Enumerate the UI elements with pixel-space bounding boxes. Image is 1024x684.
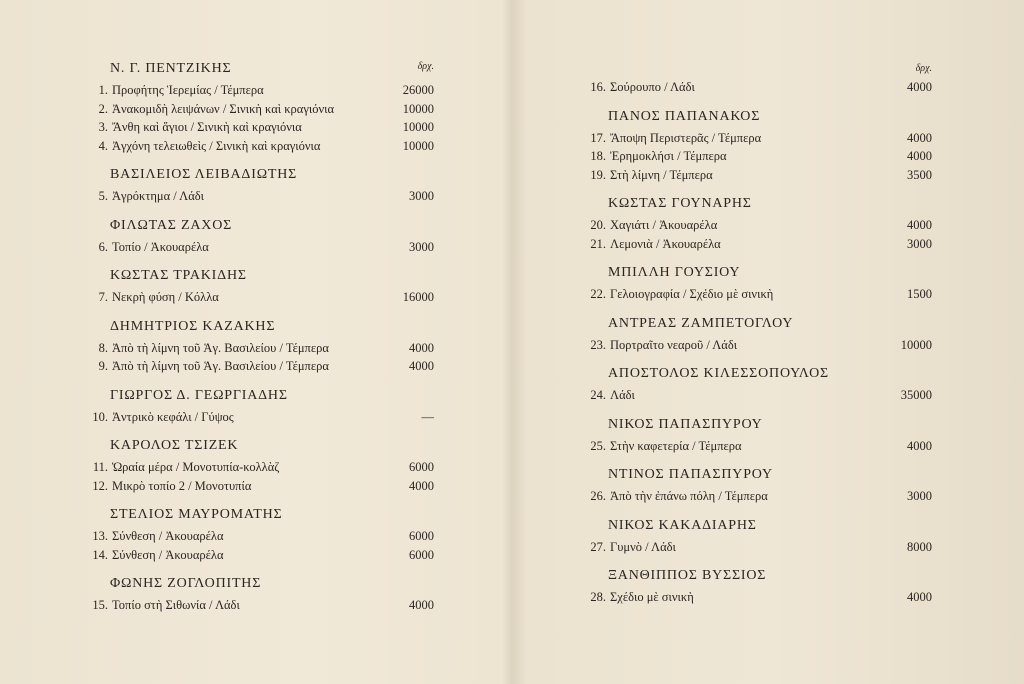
item-number: 15. (92, 598, 108, 612)
item-number: 22. (590, 287, 606, 301)
artwork-row (578, 235, 932, 254)
item-number: 6. (98, 239, 108, 254)
item-number: 16. (590, 80, 606, 94)
artwork-row (578, 336, 932, 355)
artwork-row (80, 458, 434, 477)
artwork-price: 8000 (907, 539, 932, 554)
artwork-row (80, 546, 434, 565)
artwork-title: Σχέδιο μὲ σινικὴ (610, 590, 694, 604)
artwork-price: 6000 (409, 547, 434, 562)
item-number: 11. (92, 460, 108, 474)
artwork-list (578, 59, 932, 607)
artwork-title: Στὴ λίμνη / Τέμπερα (610, 167, 713, 182)
artist-heading: ΣΤΕΛΙΟΣ ΜΑΥΡΟΜΑΤΗΣ (110, 507, 283, 522)
item-number: 17. (590, 130, 606, 145)
artwork-title: Λεμονιὰ / Ἀκουαρέλα (610, 236, 721, 251)
artwork-price: 26000 (402, 83, 434, 97)
item-number: 12. (92, 478, 108, 493)
item-number: 13. (92, 529, 108, 543)
artist-heading: ΚΩΣΤΑΣ ΓΟΥΝΑΡΗΣ (608, 196, 752, 211)
artwork-title: Ἀπὸ τὴν ἐπάνω πόλη / Τέμπερα (610, 489, 768, 503)
artist-heading: Ν. Γ. ΠΕΝΤΖΙΚΗΣ (110, 61, 232, 76)
artist-heading: ΜΠΙΛΛΗ ΓΟΥΣΙΟΥ (608, 265, 741, 280)
artist-heading: ΚΩΣΤΑΣ ΤΡΑΚΙΔΗΣ (110, 268, 247, 283)
artwork-row (80, 357, 434, 376)
artist-heading: ΚΑΡΟΛΟΣ ΤΣΙΖΕΚ (110, 438, 239, 453)
artwork-price: 1500 (907, 287, 932, 301)
artwork-row (578, 588, 932, 607)
artist-heading: ΦΩΝΗΣ ΖΟΓΛΟΠΙΤΗΣ (110, 576, 262, 591)
artwork-title: Ἀπὸ τὴ λίμνη τοῦ Ἁγ. Βασιλείου / Τέμπερα (112, 340, 329, 355)
artwork-price: 10000 (402, 101, 434, 116)
artwork-price: 10000 (402, 138, 434, 153)
item-number: 20. (590, 218, 606, 232)
artwork-price: 4000 (409, 598, 434, 612)
artwork-title: Ἀνακομιδὴ λειψάνων / Σινικὴ καὶ κραγιόνια (112, 101, 335, 116)
artwork-title: Ἄποψη Περιστερᾶς / Τέμπερα (610, 130, 762, 145)
artwork-price: 35000 (900, 388, 932, 402)
item-number: 4. (98, 138, 108, 153)
item-number: 28. (590, 590, 606, 604)
artwork-title: Προφήτης Ἱερεμίας / Τέμπερα (112, 83, 264, 97)
artwork-row (578, 437, 932, 456)
artwork-row (578, 147, 932, 166)
artwork-price: — (421, 409, 434, 424)
artwork-row (80, 238, 434, 257)
artwork-row (80, 100, 434, 119)
left-page-catalogue (80, 57, 434, 615)
item-number: 7. (98, 290, 108, 304)
item-number: 24. (590, 388, 606, 402)
item-number: 9. (98, 359, 108, 373)
artwork-row (578, 78, 932, 97)
item-number: 27. (590, 539, 606, 554)
artwork-row (80, 187, 434, 206)
artwork-price: 6000 (409, 460, 434, 474)
artwork-title: Γυμνὸ / Λάδι (610, 539, 676, 554)
item-number: 26. (590, 489, 606, 503)
artist-heading: ΑΠΟΣΤΟΛΟΣ ΚΙΛΕΣΣΟΠΟΥΛΟΣ (608, 366, 830, 381)
artwork-row (578, 166, 932, 185)
artwork-row (80, 339, 434, 358)
artist-heading: ΝΤΙΝΟΣ ΠΑΠΑΣΠΥΡΟΥ (608, 467, 773, 482)
artwork-title: Ἀπὸ τὴ λίμνη τοῦ Ἁγ. Βασιλείου / Τέμπερα (112, 359, 329, 373)
artwork-title: Ὡραία μέρα / Μονοτυπία-κολλὰζ (112, 460, 280, 474)
currency-unit-label: δρχ. (915, 63, 932, 74)
item-number: 14. (92, 547, 108, 562)
artwork-title: Λάδι (610, 388, 635, 402)
artwork-row (80, 527, 434, 546)
item-number: 25. (590, 438, 606, 453)
artwork-title: Γελοιογραφία / Σχέδιο μὲ σινικὴ (610, 287, 774, 301)
artwork-title: Στὴν καφετερία / Τέμπερα (610, 438, 742, 453)
artist-heading: ΓΙΩΡΓΟΣ Δ. ΓΕΩΡΓΙΑΔΗΣ (110, 387, 288, 403)
item-number: 19. (590, 167, 606, 182)
artist-heading: ΠΑΝΟΣ ΠΑΠΑΝΑΚΟΣ (608, 108, 761, 124)
spacer (578, 59, 932, 78)
artwork-price: 3000 (907, 489, 932, 503)
artwork-title: Πορτραῖτο νεαροῦ / Λάδι (610, 337, 738, 352)
artwork-price: 4000 (409, 359, 434, 373)
artwork-price: 3500 (907, 167, 932, 182)
item-number: 18. (590, 149, 606, 163)
artwork-price: 4000 (907, 130, 932, 145)
artist-heading: ΝΙΚΟΣ ΠΑΠΑΣΠΥΡΟΥ (608, 416, 763, 432)
right-page-catalogue (578, 59, 932, 607)
artist-heading: ΔΗΜΗΤΡΙΟΣ ΚΑΖΑΚΗΣ (110, 318, 276, 334)
artwork-title: Σύνθεση / Ἀκουαρέλα (112, 529, 224, 543)
artwork-price: 4000 (409, 478, 434, 493)
artwork-row (578, 386, 932, 405)
artist-heading: ΝΙΚΟΣ ΚΑΚΑΔΙΑΡΗΣ (608, 517, 757, 533)
artwork-title: Μικρὸ τοπίο 2 / Μονοτυπία (112, 478, 252, 493)
artwork-title: Σούρουπο / Λάδι (610, 80, 695, 94)
artwork-title: Ἄνθη καὶ ἅγιοι / Σινικὴ καὶ κραγιόνια (112, 120, 302, 134)
artwork-title: Ἐρημοκλήσι / Τέμπερα (610, 149, 727, 163)
artist-heading: ΑΝΤΡΕΑΣ ΖΑΜΠΕΤΟΓΛΟΥ (608, 315, 794, 331)
artwork-price: 3000 (409, 189, 434, 203)
artwork-title: Τοπίο στὴ Σιθωνία / Λάδι (112, 598, 240, 612)
artwork-price: 16000 (402, 290, 434, 304)
artwork-list (80, 57, 434, 615)
artwork-price: 4000 (409, 340, 434, 355)
artwork-row (80, 596, 434, 615)
artwork-price: 10000 (900, 337, 932, 352)
artwork-row (80, 288, 434, 307)
artwork-row (578, 216, 932, 235)
item-number: 10. (92, 409, 108, 424)
artwork-row (578, 487, 932, 506)
artist-heading: ΞΑΝΘΙΠΠΟΣ ΒΥΣΣΙΟΣ (608, 568, 767, 583)
artwork-row (80, 137, 434, 156)
item-number: 21. (590, 236, 606, 251)
item-number: 8. (98, 340, 108, 355)
artwork-title: Ἀγρόκτημα / Λάδι (112, 189, 205, 203)
artwork-title: Νεκρὴ φύση / Κόλλα (112, 290, 219, 304)
artwork-price: 4000 (907, 80, 932, 94)
artwork-row (80, 81, 434, 100)
artwork-row (80, 408, 434, 427)
artwork-price: 3000 (907, 236, 932, 251)
artwork-title: Σύνθεση / Ἀκουαρέλα (112, 547, 224, 562)
artwork-row (578, 285, 932, 304)
artwork-title: Χαγιάτι / Ἀκουαρέλα (610, 218, 718, 232)
item-number: 1. (98, 83, 108, 97)
artwork-price: 6000 (409, 529, 434, 543)
artwork-row (80, 477, 434, 496)
artwork-price: 4000 (907, 149, 932, 163)
artist-heading: ΦΙΛΩΤΑΣ ΖΑΧΟΣ (110, 217, 233, 233)
artwork-price: 4000 (907, 438, 932, 453)
artwork-row (578, 538, 932, 557)
artwork-title: Τοπίο / Ἀκουαρέλα (112, 239, 209, 254)
artwork-price: 10000 (402, 120, 434, 134)
currency-unit-label: δρχ. (417, 61, 434, 72)
artist-heading: ΒΑΣΙΛΕΙΟΣ ΛΕΙΒΑΔΙΩΤΗΣ (110, 167, 298, 182)
artwork-title: Ἀγχόνη τελειωθεὶς / Σινικὴ καὶ κραγιόνια (112, 138, 321, 153)
artwork-price: 4000 (907, 590, 932, 604)
artwork-row (80, 118, 434, 137)
item-number: 5. (98, 189, 108, 203)
item-number: 23. (590, 337, 606, 352)
item-number: 3. (98, 120, 108, 134)
artwork-row (578, 129, 932, 148)
artwork-price: 3000 (409, 239, 434, 254)
artwork-price: 4000 (907, 218, 932, 232)
artwork-title: Ἀντρικὸ κεφάλι / Γύψος (112, 409, 234, 424)
item-number: 2. (98, 101, 108, 116)
